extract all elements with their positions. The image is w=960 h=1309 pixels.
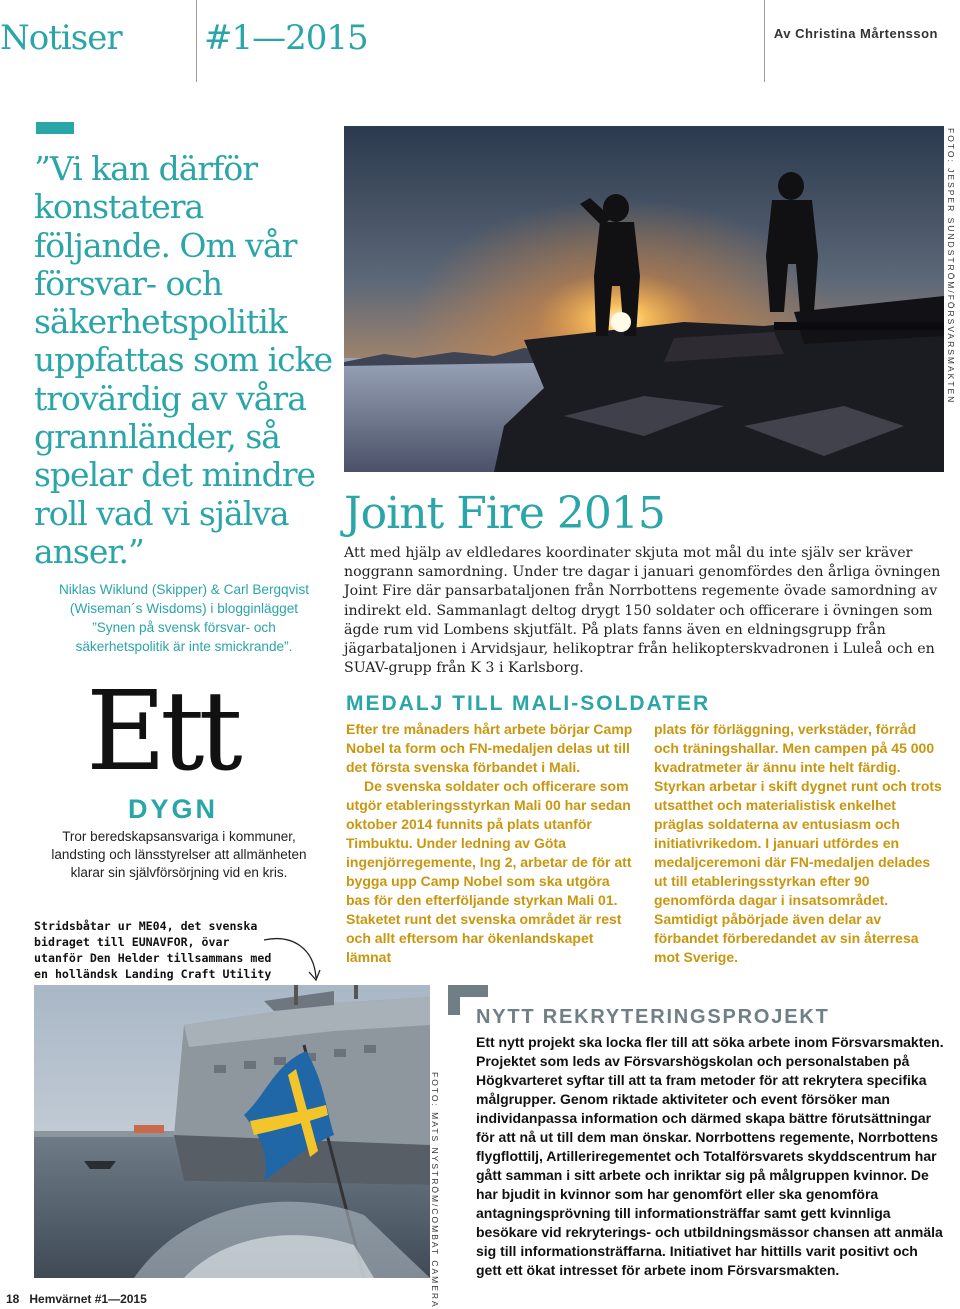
pull-quote: ”Vi kan därför konstatera följande. Om vår försvar- och säkerhetspolitik uppfattas som icke trovärdig av våra grannländer, så spelar det mindre roll vad vi själva anser.” (34, 149, 333, 571)
joint-fire-photo (344, 126, 944, 472)
photo-caption: Stridsbåtar ur ME04, det svenska bidraget till EUNAVFOR, övar utanför Den Helder tillsammans med en holländsk Landing Craft Utility (34, 919, 272, 981)
quote-source: Niklas Wiklund (Skipper) & Carl Bergqvist (Wiseman´s Wisdoms) i blogginlägget ”Synen på svensk försvar- och säkerhetspolitik är inte smickrande”. (58, 582, 310, 654)
medalj-lead: Efter tre månaders hårt arbete börjar Camp Nobel ta form och FN-medaljen delas ut till det första svenska förbandet i Mali. (346, 721, 633, 775)
ett-dygn-text: Tror beredskapsansvariga i kommuner, landsting och länsstyrelser att allmänheten klarar sin självförsörjning vid en kris. (51, 829, 307, 880)
medalj-column-1 (346, 720, 636, 967)
photo-credit-joint-fire: FOTO: JESPER SUNDSTRÖM/FÖRSVARSMAKTEN (946, 128, 956, 405)
article-title-medalj: MEDALJ TILL MALI-SOLDATER (346, 692, 711, 715)
rekrytering-accent-bar-vertical (448, 985, 460, 1015)
header-divider (196, 0, 197, 82)
article-body-rekrytering: Ett nytt projekt ska locka fler till att söka arbete inom Försvarsmakten. Projektet som leds av Försvarshögskolan och personalstaben på Högkvarteret syftar till att ta fram metoder för att rekrytera specifika målgrupper. Genom riktade aktiviteter och event försöker man individanpassa information och därmed skapa bättre förutsättningar för att nå ut till dem man önskar. Norrbottens regemente, Norrbottens flygflottilj, Artilleriregementet och Totalförsvarets skyddscentrum har gått samman i sitt arbete och inriktar sig på målgruppen kvinnor. De har bjudit in kvinnor som har genomfört eller ska genomföra antagningsprövning till informationsträffar samt gett kvinnliga besökare vid rekryterings- och utbildningsmässor chansen att anmäla sig till informationsträffarna. Initiativet har hittills varit positivt och gett ett ökat intresset för arbete inom Försvarsmakten. (476, 1034, 944, 1278)
dygn-subheading: DYGN (128, 794, 219, 824)
quote-accent-bar (36, 122, 74, 134)
article-body-joint-fire: Att med hjälp av eldledares koordinater skjuta mot mål du inte själv ser kräver noggrann samordning. Under tre dagar i januari genomfördes den årliga övningen Joint Fire där pansarbataljonen från Norrbottens regemente övade samordning av indirekt eld. Sammanlagt deltog drygt 150 soldater och officerare i övningen som ägde rum vid Lombens skjutfält. På plats fanns även en eldningsgrupp från jägarbataljonen i Arvidsjaur, helikoptrar från helikopterskvadronen i Luleå och en SUAV-grupp från K 3 i Karlsborg. (344, 545, 941, 677)
ett-heading: Ett (86, 667, 237, 795)
page-number: 18 (6, 1292, 20, 1306)
section-title: Notiser (0, 18, 122, 58)
medalj-paragraph: De svenska soldater och officerare som utgör etableringsstyrkan Mali 00 har sedan oktober 2014 funnits på plats utanför Timbuktu. Under ledning av Göta ingenjörregemente, Ing 2, arbetar de för att bygga upp Camp Nobel som ska utgöra bas för den efterföljande styrkan Mali 01. Staketet runt det svenska området är rest och allt eftersom har ökenlandskapet lämnat (346, 778, 632, 965)
issue-number: #1—2015 (204, 18, 368, 58)
header-divider-right (764, 0, 765, 82)
author-byline: Av Christina Mårtensson (773, 26, 938, 41)
page-footer (6, 1292, 147, 1306)
medalj-column-2: plats för förläggning, verkstäder, förråd och träningshallar. Men campen på 45 000 kvadratmeter är ännu inte helt färdig. Styrkan arbetar i skift dygnet runt och trots utsatthet och materialistisk enkelhet präglas soldaterna av entusiasm och initiativrikedom. I januari utfördes en medaljceremoni där FN-medaljen delades ut till etableringsstyrkan efter 90 genomförda dagar i insatsområdet. Samtidigt påbörjade även delar av förbandet förberedandet av sin återresa mot Sverige. (654, 721, 942, 965)
article-title-joint-fire: Joint Fire 2015 (344, 488, 665, 539)
publication-name: Hemvärnet #1—2015 (29, 1292, 147, 1306)
photo-credit-ship: FOTO: MATS NYSTRÖM/COMBAT CAMERA (430, 1072, 440, 1309)
caption-arrow-icon (262, 934, 326, 986)
article-title-rekrytering: NYTT REKRYTERINGSPROJEKT (476, 1006, 830, 1028)
ship-flag-photo (34, 985, 430, 1278)
